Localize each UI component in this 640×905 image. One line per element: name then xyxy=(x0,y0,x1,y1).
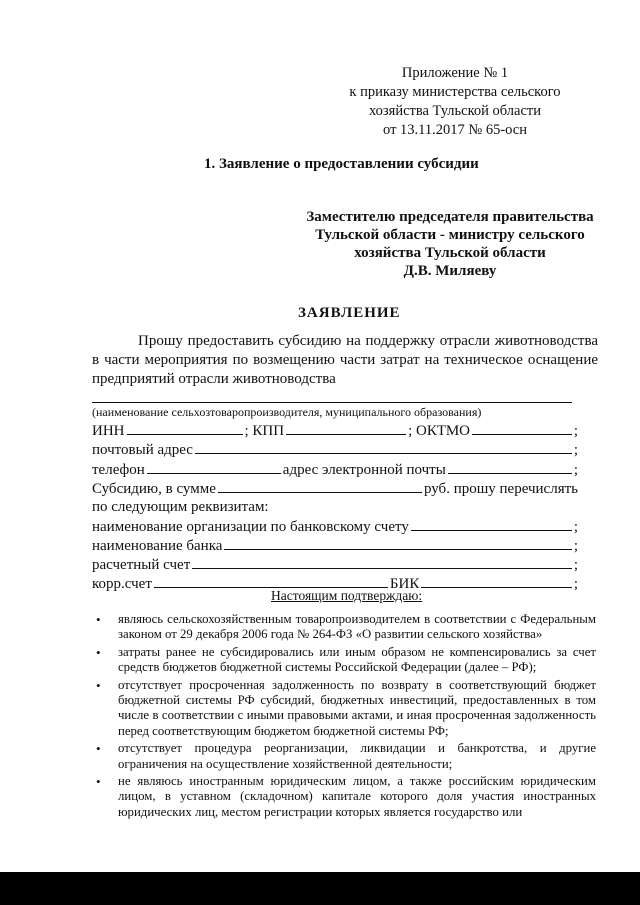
kpp-label: ; КПП xyxy=(244,423,285,439)
appendix-block xyxy=(330,64,580,140)
inn-field[interactable] xyxy=(127,420,243,435)
row-bank-name xyxy=(92,535,578,555)
row-settlement-account xyxy=(92,554,578,574)
bank-name-field[interactable] xyxy=(224,535,571,550)
separator: ; xyxy=(573,442,578,458)
addressee-line-3: хозяйства Тульской области xyxy=(354,245,546,261)
separator: ; xyxy=(573,557,578,573)
postal-address-label: почтовый адрес xyxy=(92,442,193,458)
oktmo-field[interactable] xyxy=(472,420,572,435)
subsidy-sum-field[interactable] xyxy=(218,478,422,493)
intro-paragraph: Прошу предоставить субсидию на поддержку отрасли животноводства в части мероприятия по возмещению части затрат на техническое оснащение предприятий отрасли животноводства xyxy=(92,333,598,387)
settlement-account-field[interactable] xyxy=(192,554,572,569)
inn-label: ИНН xyxy=(92,423,125,439)
row-phone-email xyxy=(92,459,578,479)
row-by-details xyxy=(92,497,578,517)
addressee-line-4: Д.В. Миляеву xyxy=(403,263,497,279)
separator: ; xyxy=(573,519,578,535)
postal-address-field[interactable] xyxy=(195,439,572,454)
applicant-note: (наименование сельхозтоваропроизводителя, муниципального образования) xyxy=(92,405,482,419)
list-item: • отсутствует просроченная задолженность по возврату в соответствующий бюджет бюджетной системы РФ субсидий, бюджетных инвестиций, предоставленных в том числе в соответствии с иными правовыми актами, и иная просроченная задолженность перед соответствующим бюджетом бюджетной системы РФ; xyxy=(118,678,596,740)
bank-name-label: наименование банка xyxy=(92,538,223,554)
separator: ; xyxy=(573,576,578,592)
settlement-account-label: расчетный счет xyxy=(92,557,191,573)
by-details-label: по следующим реквизитам: xyxy=(92,499,269,515)
list-item: • являюсь сельскохозяйственным товаропроизводителем в соответствии с Федеральным законом от 29 декабря 2006 года № 264-ФЗ «О развитии сельского хозяйства» xyxy=(118,612,596,643)
appendix-line-3: хозяйства Тульской области xyxy=(368,103,542,119)
addressee-block xyxy=(290,208,610,280)
row-inn-kpp-oktmo xyxy=(92,420,578,440)
list-item: • отсутствует процедура реорганизации, ликвидации и банкротства, и другие ограничения на осуществление хозяйственной деятельности; xyxy=(118,741,596,772)
bank-account-org-label: наименование организации по банковскому счету xyxy=(92,519,409,535)
bank-account-org-field[interactable] xyxy=(411,516,572,531)
list-item: • не являюсь иностранным юридическим лицом, а также российским юридическим лицом, в уставном (складочном) капитале которого доля участия иностранных юридических лиц, местом регистрации которых является государство или xyxy=(118,774,596,820)
email-field[interactable] xyxy=(448,459,572,474)
subsidy-sum-label: Субсидию, в сумме xyxy=(92,481,216,497)
oktmo-label: ; ОКТМО xyxy=(408,423,470,439)
separator: ; xyxy=(573,462,578,478)
document-title: ЗАЯВЛЕНИЕ xyxy=(298,305,401,321)
corr-account-field[interactable] xyxy=(154,573,388,588)
kpp-field[interactable] xyxy=(286,420,406,435)
row-subsidy-sum xyxy=(92,478,578,498)
phone-label: телефон xyxy=(92,462,145,478)
appendix-line-1: Приложение № 1 xyxy=(401,65,509,81)
bik-field[interactable] xyxy=(421,573,571,588)
appendix-line-2: к приказу министерства сельского xyxy=(349,84,561,100)
corr-account-label: корр.счет xyxy=(92,576,152,592)
list-item: • затраты ранее не субсидировались или иным образом не компенсировались за счет средств бюджетов бюджетной системы Российской Федерации (далее – РФ); xyxy=(118,645,596,676)
rub-text: руб. прошу перечислять xyxy=(423,481,578,497)
row-bank-account-org xyxy=(92,516,578,536)
phone-field[interactable] xyxy=(147,459,281,474)
confirm-heading: Настоящим подтверждаю: xyxy=(271,588,423,603)
confirmation-list xyxy=(118,612,596,822)
addressee-line-1: Заместителю председателя правительства xyxy=(306,209,594,225)
row-postal-address xyxy=(92,439,578,459)
bik-label: БИК xyxy=(389,576,420,592)
scan-edge-bar xyxy=(0,872,640,905)
separator: ; xyxy=(573,538,578,554)
addressee-line-2: Тульской области - министру сельского xyxy=(315,227,585,243)
section-heading: 1. Заявление о предоставлении субсидии xyxy=(204,156,479,172)
email-label: адрес электронной почты xyxy=(282,462,446,478)
appendix-line-4: от 13.11.2017 № 65-осн xyxy=(383,122,527,138)
separator: ; xyxy=(573,423,578,439)
applicant-name-line[interactable] xyxy=(92,402,572,403)
